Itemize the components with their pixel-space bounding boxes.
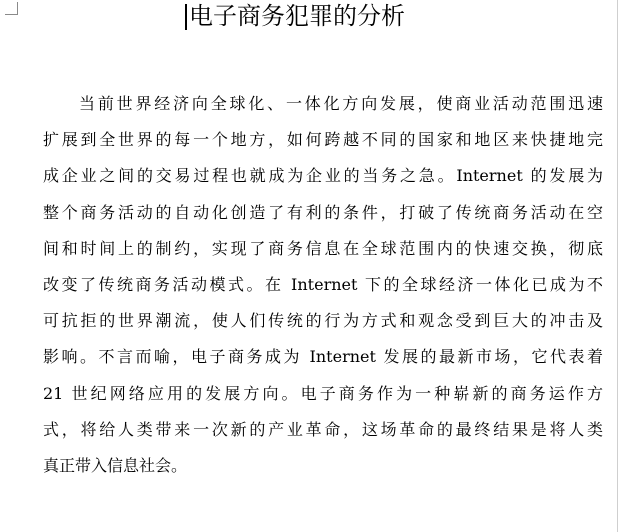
paragraph-line: 成企业之间的交易过程也就成为企业的当务之急。Internet 的发展为 [43, 166, 603, 186]
margin-corner-mark [5, 2, 18, 15]
paragraph-line: 影响。不言而喻，电子商务成为 Internet 发展的最新市场，它代表着 [43, 347, 603, 367]
paragraph-line: 真正带入信息社会。 [43, 455, 188, 475]
document-title[interactable]: 电子商务犯罪的分析 [189, 2, 405, 30]
paragraph-line: 扩展到全世界的每一个地方，如何跨越不同的国家和地区来快捷地完 [43, 130, 603, 150]
paragraph-line: 改变了传统商务活动模式。在 Internet 下的全球经济一体化已成为不 [43, 274, 603, 294]
paragraph-line: 式，将给人类带来一次新的产业革命，这场革命的最终结果是将人类 [43, 419, 603, 439]
paragraph-line: 当前世界经济向全球化、一体化方向发展，使商业活动范围迅速 [79, 94, 603, 113]
paragraph-line: 可抗拒的世界潮流，使人们传统的行为方式和观念受到巨大的冲击及 [43, 311, 603, 331]
paragraph-line: 间和时间上的制约，实现了商务信息在全球范围内的快速交换，彻底 [43, 238, 603, 258]
text-cursor [185, 4, 187, 30]
paragraph-line: 整个商务活动的自动化创造了有利的条件，打破了传统商务活动在空 [43, 202, 603, 222]
paragraph-line: 21 世纪网络应用的发展方向。电子商务作为一种崭新的商务运作方 [43, 383, 603, 403]
body-paragraph[interactable] [43, 86, 603, 484]
